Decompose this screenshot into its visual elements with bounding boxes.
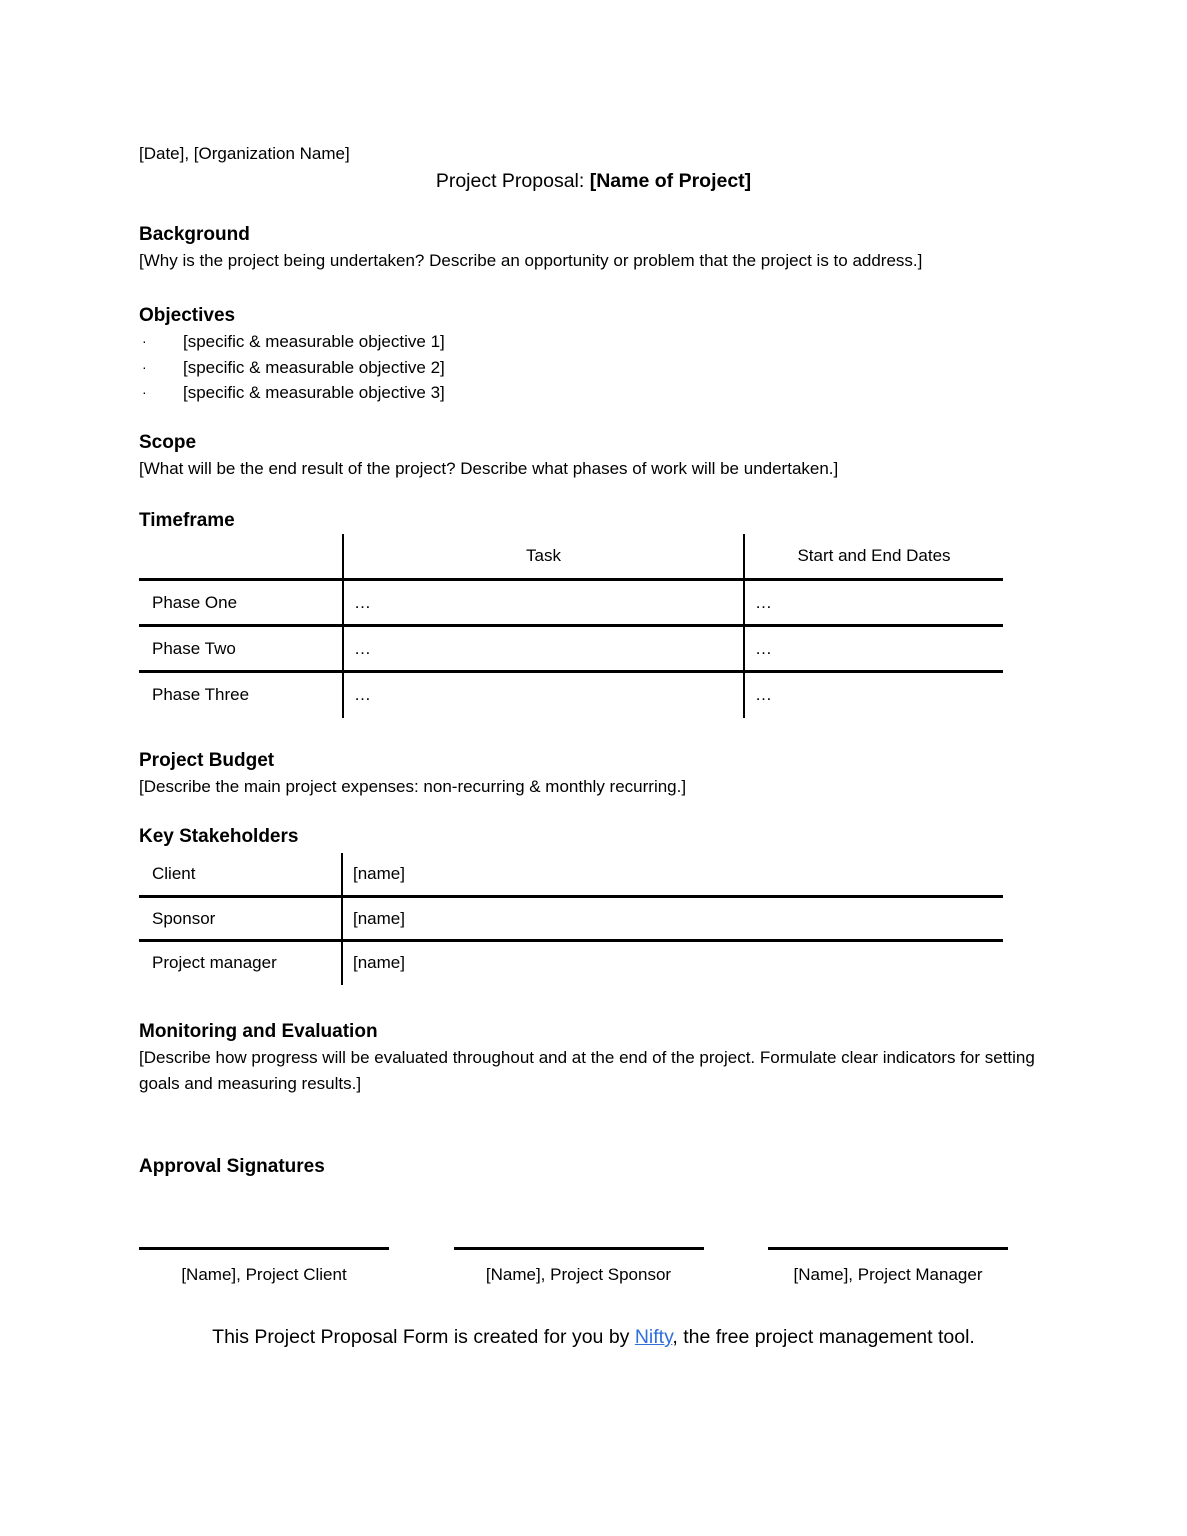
task-cell: … — [343, 672, 744, 718]
objectives-list — [139, 329, 1048, 406]
date-organization-line: [Date], [Organization Name] — [139, 144, 350, 163]
footer-attribution — [0, 1322, 1187, 1352]
objective-item — [139, 329, 1048, 355]
objective-text: [specific & measurable objective 2] — [183, 357, 445, 377]
scope-description: [What will be the end result of the project? Describe what phases of work will be undertaken.] — [139, 458, 839, 478]
task-cell: … — [343, 626, 744, 672]
signature-label: [Name], Project Manager — [793, 1264, 983, 1284]
section-heading-background: Background — [139, 224, 250, 245]
section-heading-scope: Scope — [139, 431, 197, 453]
dates-cell: … — [755, 592, 772, 612]
signature-row — [139, 1247, 1008, 1288]
footer-text-post: , the free project management tool. — [672, 1326, 975, 1348]
bullet-icon: · — [142, 333, 147, 349]
dates-cell: … — [755, 685, 772, 705]
table-row — [139, 672, 1003, 718]
signature-block-sponsor — [454, 1247, 704, 1288]
signature-line — [139, 1247, 389, 1250]
timeframe-header-dates: Start and End Dates — [797, 545, 951, 565]
objective-item — [139, 380, 1048, 406]
table-row — [139, 580, 1003, 626]
phase-label: Phase Three — [139, 672, 343, 718]
table-row — [139, 853, 1003, 897]
stakeholders-table — [139, 853, 1003, 985]
document-title — [139, 167, 1048, 195]
signature-line — [454, 1247, 704, 1250]
budget-description: [Describe the main project expenses: non-recurring & monthly recurring.] — [139, 776, 687, 796]
section-heading-timeframe: Timeframe — [139, 509, 235, 531]
project-name-placeholder: [Name of Project] — [589, 170, 752, 192]
signature-label: [Name], Project Client — [181, 1264, 347, 1284]
signature-label: [Name], Project Sponsor — [485, 1264, 672, 1284]
section-heading-stakeholders: Key Stakeholders — [139, 825, 299, 847]
table-row — [139, 626, 1003, 672]
monitoring-description: [Describe how progress will be evaluated throughout and at the end of the project. Formulate clear indicators for setting goals and measuring results.] — [139, 1047, 1035, 1093]
timeframe-header-empty — [139, 534, 343, 580]
footer-text-pre: This Project Proposal Form is created for you by — [212, 1326, 635, 1348]
bullet-icon: · — [142, 384, 147, 400]
section-heading-budget: Project Budget — [139, 749, 275, 771]
stakeholder-role: Project manager — [139, 941, 342, 985]
signature-block-manager — [768, 1247, 1008, 1288]
stakeholder-name: [name] — [353, 863, 405, 883]
bullet-icon: · — [142, 358, 147, 375]
signature-block-client — [139, 1247, 389, 1288]
signature-line — [768, 1247, 1008, 1250]
section-heading-signatures: Approval Signatures — [139, 1155, 325, 1177]
section-heading-objectives: Objectives — [139, 305, 236, 326]
table-row — [139, 897, 1003, 941]
timeframe-table — [139, 534, 1003, 718]
nifty-link[interactable]: Nifty — [634, 1326, 673, 1348]
stakeholder-name: [name] — [353, 953, 405, 973]
section-heading-monitoring: Monitoring and Evaluation — [139, 1020, 378, 1042]
timeframe-header-row — [139, 534, 1003, 580]
objective-text: [specific & measurable objective 3] — [183, 383, 445, 402]
objective-item — [139, 355, 1048, 381]
table-row — [139, 941, 1003, 985]
dates-cell: … — [755, 638, 772, 658]
stakeholder-name: [name] — [353, 908, 405, 928]
background-description: [Why is the project being undertaken? Describe an opportunity or problem that the project is to address.] — [139, 251, 923, 270]
stakeholder-role: Client — [139, 853, 342, 897]
title-prefix: Project Proposal: — [435, 170, 590, 192]
timeframe-header-task: Task — [343, 534, 744, 580]
phase-label: Phase One — [139, 580, 343, 626]
objective-text: [specific & measurable objective 1] — [183, 332, 445, 351]
phase-label: Phase Two — [139, 626, 343, 672]
task-cell: … — [343, 580, 744, 626]
stakeholder-role: Sponsor — [139, 897, 342, 941]
